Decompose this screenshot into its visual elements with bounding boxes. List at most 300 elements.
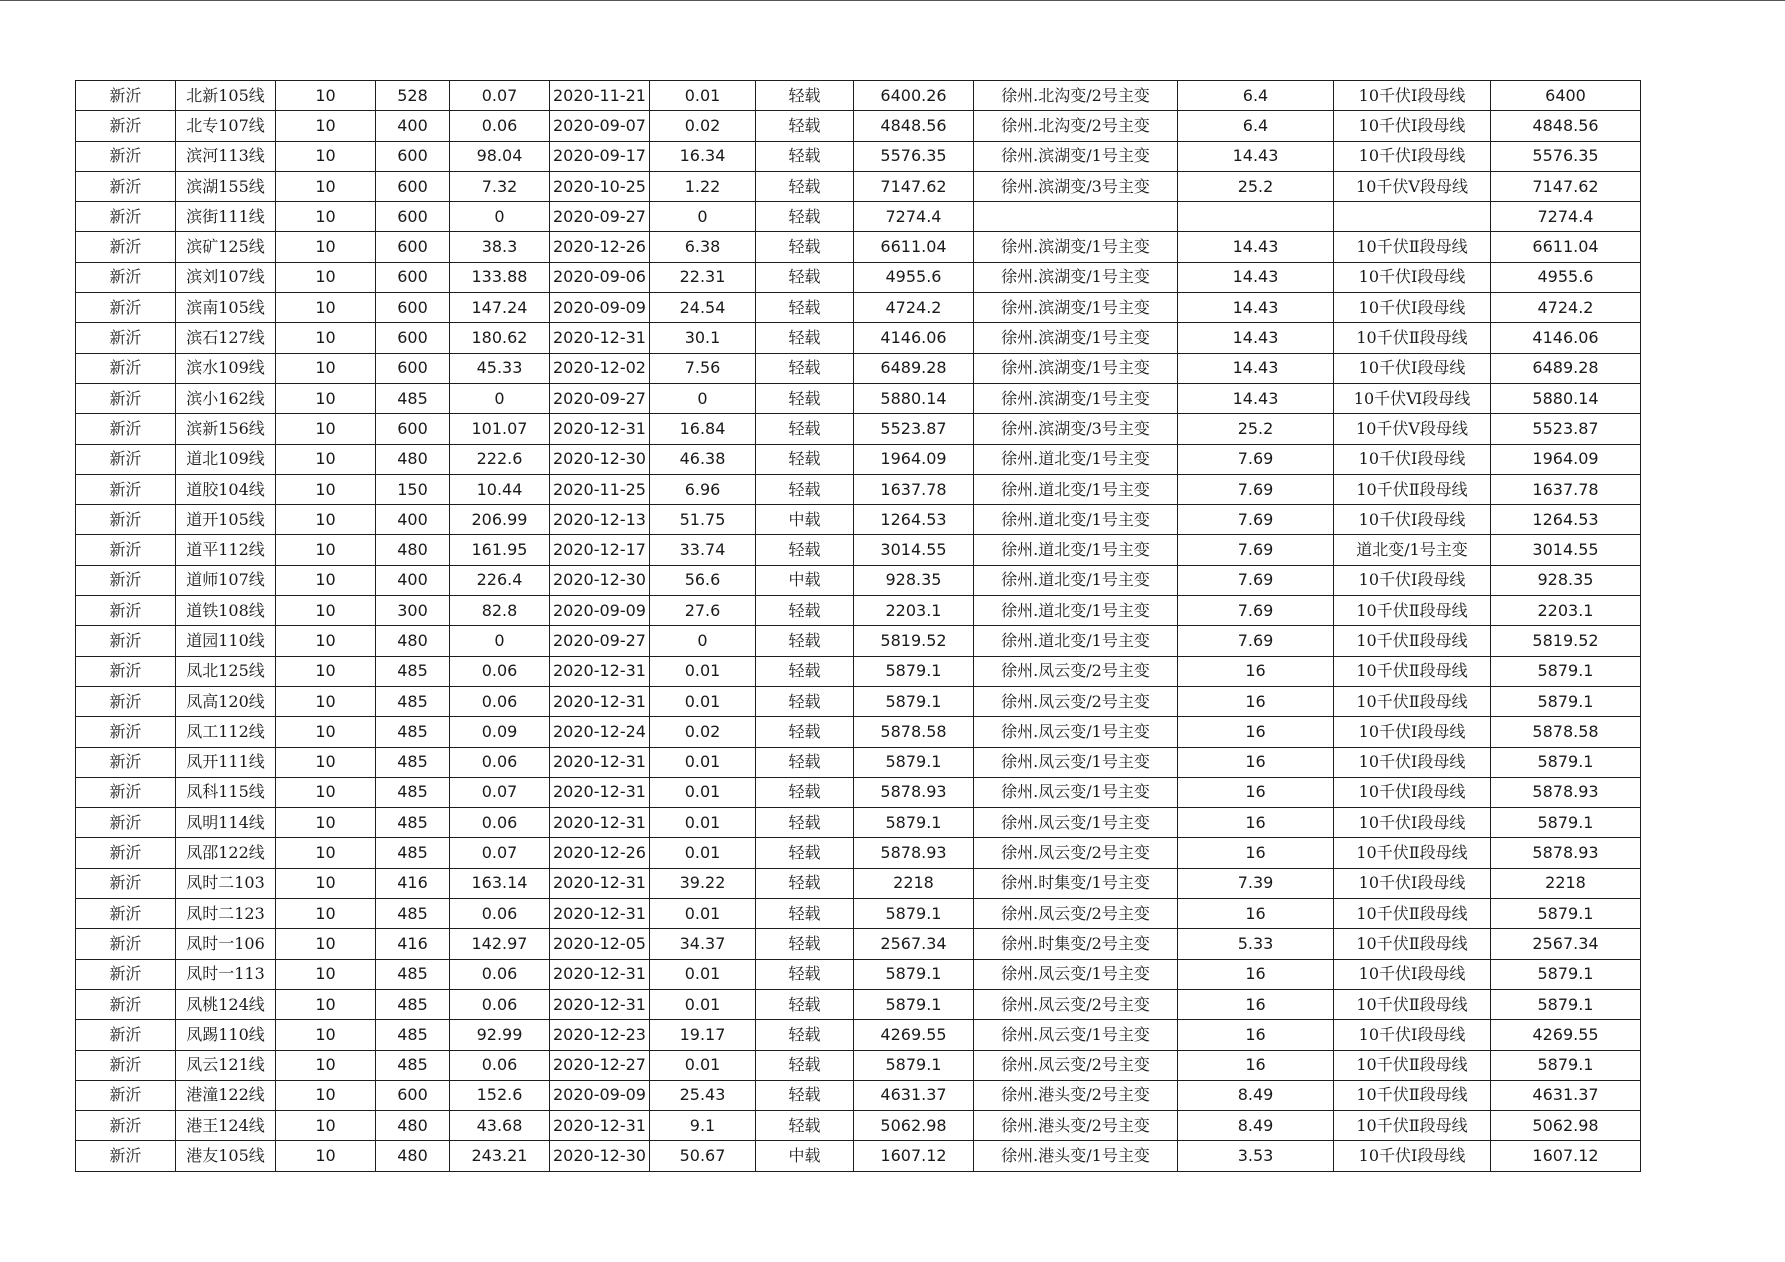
cell-transformer-rate: 5.33 (1178, 929, 1334, 959)
cell-date: 2020-12-31 (550, 959, 650, 989)
cell-date: 2020-09-27 (550, 383, 650, 413)
cell-remaining-capacity: 1637.78 (854, 474, 974, 504)
cell-substation-transformer: 徐州.滨湖变/3号主变 (974, 414, 1178, 444)
cell-capacity: 600 (376, 414, 450, 444)
cell-voltage: 10 (276, 232, 376, 262)
cell-bus-section (1334, 202, 1491, 232)
cell-district: 新沂 (76, 202, 176, 232)
cell-load-level: 轻载 (756, 141, 854, 171)
cell-substation-transformer: 徐州.凤云变/1号主变 (974, 747, 1178, 777)
cell-load-level: 轻载 (756, 111, 854, 141)
table-row (76, 353, 1641, 383)
table-row (76, 81, 1641, 111)
cell-available-capacity: 4269.55 (1491, 1020, 1641, 1050)
cell-load-level: 中载 (756, 565, 854, 595)
cell-remaining-capacity: 2567.34 (854, 929, 974, 959)
cell-load: 0.09 (450, 717, 550, 747)
cell-remaining-capacity: 7274.4 (854, 202, 974, 232)
cell-bus-section: 10千伏Ⅱ段母线 (1334, 626, 1491, 656)
cell-load: 0.07 (450, 81, 550, 111)
cell-date: 2020-12-31 (550, 808, 650, 838)
cell-load-rate: 0.02 (650, 111, 756, 141)
cell-date: 2020-12-31 (550, 777, 650, 807)
cell-substation-transformer: 徐州.道北变/1号主变 (974, 474, 1178, 504)
cell-capacity: 485 (376, 989, 450, 1019)
cell-remaining-capacity: 5523.87 (854, 414, 974, 444)
cell-voltage: 10 (276, 111, 376, 141)
cell-load-level: 轻载 (756, 383, 854, 413)
cell-date: 2020-12-31 (550, 989, 650, 1019)
cell-capacity: 485 (376, 959, 450, 989)
cell-substation-transformer: 徐州.道北变/1号主变 (974, 505, 1178, 535)
cell-remaining-capacity: 4631.37 (854, 1080, 974, 1110)
cell-line-name: 凤开111线 (176, 747, 276, 777)
cell-capacity: 600 (376, 141, 450, 171)
cell-bus-section: 10千伏Ⅱ段母线 (1334, 232, 1491, 262)
cell-voltage: 10 (276, 171, 376, 201)
cell-district: 新沂 (76, 535, 176, 565)
cell-bus-section: 10千伏Ⅱ段母线 (1334, 1111, 1491, 1141)
cell-bus-section: 10千伏Ⅰ段母线 (1334, 717, 1491, 747)
cell-district: 新沂 (76, 989, 176, 1019)
table-row (76, 808, 1641, 838)
cell-load: 0.06 (450, 989, 550, 1019)
cell-transformer-rate: 16 (1178, 777, 1334, 807)
cell-available-capacity: 4146.06 (1491, 323, 1641, 353)
cell-remaining-capacity: 928.35 (854, 565, 974, 595)
cell-substation-transformer: 徐州.滨湖变/1号主变 (974, 353, 1178, 383)
cell-line-name: 凤时一106 (176, 929, 276, 959)
cell-available-capacity: 2218 (1491, 868, 1641, 898)
cell-available-capacity: 5062.98 (1491, 1111, 1641, 1141)
cell-line-name: 滨小162线 (176, 383, 276, 413)
cell-load: 43.68 (450, 1111, 550, 1141)
cell-load: 161.95 (450, 535, 550, 565)
cell-substation-transformer: 徐州.凤云变/2号主变 (974, 1050, 1178, 1080)
cell-line-name: 凤科115线 (176, 777, 276, 807)
cell-capacity: 485 (376, 899, 450, 929)
cell-load-level: 轻载 (756, 1050, 854, 1080)
cell-transformer-rate: 25.2 (1178, 414, 1334, 444)
cell-district: 新沂 (76, 899, 176, 929)
cell-capacity: 485 (376, 717, 450, 747)
cell-transformer-rate: 7.69 (1178, 444, 1334, 474)
table-row (76, 596, 1641, 626)
cell-remaining-capacity: 4955.6 (854, 262, 974, 292)
cell-load-level: 轻载 (756, 414, 854, 444)
cell-load: 0.06 (450, 899, 550, 929)
cell-load-rate: 51.75 (650, 505, 756, 535)
cell-capacity: 416 (376, 929, 450, 959)
cell-load-level: 轻载 (756, 929, 854, 959)
cell-load-level: 轻载 (756, 777, 854, 807)
cell-line-name: 北新105线 (176, 81, 276, 111)
cell-transformer-rate: 16 (1178, 989, 1334, 1019)
cell-district: 新沂 (76, 1020, 176, 1050)
cell-voltage: 10 (276, 293, 376, 323)
cell-capacity: 528 (376, 81, 450, 111)
table-row (76, 535, 1641, 565)
cell-capacity: 600 (376, 1080, 450, 1110)
cell-capacity: 150 (376, 474, 450, 504)
cell-load-rate: 7.56 (650, 353, 756, 383)
cell-substation-transformer: 徐州.滨湖变/1号主变 (974, 232, 1178, 262)
cell-load-level: 轻载 (756, 262, 854, 292)
cell-transformer-rate: 16 (1178, 838, 1334, 868)
cell-voltage: 10 (276, 838, 376, 868)
cell-bus-section: 10千伏Ⅰ段母线 (1334, 111, 1491, 141)
cell-load-rate: 19.17 (650, 1020, 756, 1050)
cell-voltage: 10 (276, 656, 376, 686)
cell-line-name: 凤工112线 (176, 717, 276, 747)
cell-line-name: 道园110线 (176, 626, 276, 656)
cell-district: 新沂 (76, 565, 176, 595)
cell-load: 206.99 (450, 505, 550, 535)
cell-bus-section: 10千伏Ⅱ段母线 (1334, 929, 1491, 959)
cell-load: 180.62 (450, 323, 550, 353)
cell-substation-transformer: 徐州.港头变/2号主变 (974, 1080, 1178, 1110)
cell-bus-section: 10千伏Ⅴ段母线 (1334, 414, 1491, 444)
cell-transformer-rate: 7.69 (1178, 626, 1334, 656)
cell-load-rate: 0.02 (650, 717, 756, 747)
cell-available-capacity: 2203.1 (1491, 596, 1641, 626)
cell-line-name: 道铁108线 (176, 596, 276, 626)
cell-transformer-rate: 16 (1178, 747, 1334, 777)
cell-remaining-capacity: 5878.93 (854, 777, 974, 807)
cell-transformer-rate: 7.69 (1178, 535, 1334, 565)
cell-bus-section: 10千伏Ⅰ段母线 (1334, 959, 1491, 989)
cell-transformer-rate: 6.4 (1178, 111, 1334, 141)
cell-date: 2020-12-31 (550, 1111, 650, 1141)
cell-substation-transformer: 徐州.道北变/1号主变 (974, 596, 1178, 626)
cell-available-capacity: 6400 (1491, 81, 1641, 111)
cell-load-level: 轻载 (756, 293, 854, 323)
cell-remaining-capacity: 5879.1 (854, 656, 974, 686)
cell-load: 0.06 (450, 1050, 550, 1080)
table-row (76, 202, 1641, 232)
cell-district: 新沂 (76, 232, 176, 262)
cell-date: 2020-12-31 (550, 323, 650, 353)
cell-date: 2020-12-30 (550, 565, 650, 595)
cell-bus-section: 10千伏Ⅱ段母线 (1334, 686, 1491, 716)
cell-district: 新沂 (76, 1141, 176, 1171)
cell-voltage: 10 (276, 899, 376, 929)
table-row (76, 293, 1641, 323)
cell-remaining-capacity: 6611.04 (854, 232, 974, 262)
cell-transformer-rate: 8.49 (1178, 1111, 1334, 1141)
cell-substation-transformer: 徐州.道北变/1号主变 (974, 444, 1178, 474)
cell-line-name: 凤桃124线 (176, 989, 276, 1019)
cell-line-name: 道北109线 (176, 444, 276, 474)
cell-load: 0 (450, 202, 550, 232)
cell-load-rate: 0.01 (650, 808, 756, 838)
cell-load-level: 轻载 (756, 232, 854, 262)
cell-date: 2020-12-27 (550, 1050, 650, 1080)
table-row (76, 1050, 1641, 1080)
cell-transformer-rate: 14.43 (1178, 293, 1334, 323)
table-row (76, 383, 1641, 413)
cell-bus-section: 10千伏Ⅱ段母线 (1334, 1080, 1491, 1110)
cell-voltage: 10 (276, 989, 376, 1019)
cell-transformer-rate: 16 (1178, 1050, 1334, 1080)
cell-load: 45.33 (450, 353, 550, 383)
cell-date: 2020-11-21 (550, 81, 650, 111)
cell-substation-transformer: 徐州.凤云变/1号主变 (974, 808, 1178, 838)
cell-date: 2020-12-31 (550, 686, 650, 716)
cell-available-capacity: 5879.1 (1491, 747, 1641, 777)
cell-available-capacity: 5879.1 (1491, 1050, 1641, 1080)
cell-load: 0.06 (450, 808, 550, 838)
cell-load-level: 轻载 (756, 596, 854, 626)
cell-capacity: 480 (376, 1111, 450, 1141)
cell-remaining-capacity: 5576.35 (854, 141, 974, 171)
cell-transformer-rate: 14.43 (1178, 383, 1334, 413)
cell-available-capacity: 4631.37 (1491, 1080, 1641, 1110)
cell-date: 2020-12-26 (550, 232, 650, 262)
cell-load-level: 轻载 (756, 656, 854, 686)
cell-district: 新沂 (76, 141, 176, 171)
cell-load-rate: 0.01 (650, 656, 756, 686)
cell-district: 新沂 (76, 353, 176, 383)
cell-substation-transformer: 徐州.北沟变/2号主变 (974, 81, 1178, 111)
cell-remaining-capacity: 5879.1 (854, 808, 974, 838)
cell-voltage: 10 (276, 474, 376, 504)
cell-available-capacity: 5879.1 (1491, 959, 1641, 989)
table-row (76, 1111, 1641, 1141)
cell-line-name: 滨石127线 (176, 323, 276, 353)
cell-district: 新沂 (76, 383, 176, 413)
cell-load: 38.3 (450, 232, 550, 262)
cell-capacity: 480 (376, 444, 450, 474)
cell-district: 新沂 (76, 323, 176, 353)
cell-transformer-rate: 6.4 (1178, 81, 1334, 111)
cell-district: 新沂 (76, 959, 176, 989)
table-row (76, 686, 1641, 716)
cell-date: 2020-12-23 (550, 1020, 650, 1050)
cell-transformer-rate: 8.49 (1178, 1080, 1334, 1110)
cell-voltage: 10 (276, 868, 376, 898)
cell-substation-transformer: 徐州.时集变/1号主变 (974, 868, 1178, 898)
cell-load-level: 轻载 (756, 989, 854, 1019)
cell-line-name: 凤明114线 (176, 808, 276, 838)
cell-load-level: 轻载 (756, 959, 854, 989)
cell-date: 2020-12-31 (550, 414, 650, 444)
table-row (76, 747, 1641, 777)
cell-voltage: 10 (276, 262, 376, 292)
cell-load-rate: 6.96 (650, 474, 756, 504)
cell-load-level: 轻载 (756, 444, 854, 474)
table-row (76, 141, 1641, 171)
cell-transformer-rate: 14.43 (1178, 262, 1334, 292)
table-row (76, 444, 1641, 474)
cell-bus-section: 10千伏Ⅱ段母线 (1334, 989, 1491, 1019)
cell-load: 147.24 (450, 293, 550, 323)
cell-available-capacity: 5880.14 (1491, 383, 1641, 413)
cell-voltage: 10 (276, 747, 376, 777)
cell-voltage: 10 (276, 808, 376, 838)
cell-load-rate: 46.38 (650, 444, 756, 474)
cell-date: 2020-09-09 (550, 596, 650, 626)
cell-capacity: 600 (376, 262, 450, 292)
cell-substation-transformer: 徐州.凤云变/1号主变 (974, 1020, 1178, 1050)
cell-load-level: 中载 (756, 1141, 854, 1171)
cell-available-capacity: 4724.2 (1491, 293, 1641, 323)
cell-remaining-capacity: 5879.1 (854, 747, 974, 777)
cell-date: 2020-12-05 (550, 929, 650, 959)
cell-substation-transformer: 徐州.滨湖变/1号主变 (974, 262, 1178, 292)
cell-load-level: 轻载 (756, 868, 854, 898)
cell-line-name: 滨新156线 (176, 414, 276, 444)
cell-load-level: 轻载 (756, 1111, 854, 1141)
cell-load-rate: 0.01 (650, 838, 756, 868)
cell-date: 2020-12-30 (550, 1141, 650, 1171)
cell-capacity: 600 (376, 171, 450, 201)
cell-district: 新沂 (76, 444, 176, 474)
cell-transformer-rate: 16 (1178, 1020, 1334, 1050)
cell-substation-transformer: 徐州.滨湖变/1号主变 (974, 383, 1178, 413)
cell-remaining-capacity: 1264.53 (854, 505, 974, 535)
cell-capacity: 485 (376, 1020, 450, 1050)
cell-load-rate: 0 (650, 202, 756, 232)
cell-load-level: 轻载 (756, 808, 854, 838)
cell-bus-section: 10千伏Ⅱ段母线 (1334, 899, 1491, 929)
cell-date: 2020-12-24 (550, 717, 650, 747)
cell-substation-transformer: 徐州.滨湖变/3号主变 (974, 171, 1178, 201)
cell-available-capacity: 7147.62 (1491, 171, 1641, 201)
cell-line-name: 凤时一113 (176, 959, 276, 989)
cell-capacity: 600 (376, 353, 450, 383)
cell-remaining-capacity: 5878.93 (854, 838, 974, 868)
cell-district: 新沂 (76, 686, 176, 716)
cell-district: 新沂 (76, 929, 176, 959)
cell-line-name: 滨河113线 (176, 141, 276, 171)
cell-capacity: 485 (376, 747, 450, 777)
cell-capacity: 485 (376, 1050, 450, 1080)
cell-district: 新沂 (76, 747, 176, 777)
cell-voltage: 10 (276, 505, 376, 535)
cell-remaining-capacity: 6400.26 (854, 81, 974, 111)
cell-voltage: 10 (276, 414, 376, 444)
cell-bus-section: 10千伏Ⅱ段母线 (1334, 323, 1491, 353)
cell-voltage: 10 (276, 959, 376, 989)
cell-load: 10.44 (450, 474, 550, 504)
cell-bus-section: 10千伏Ⅰ段母线 (1334, 747, 1491, 777)
cell-voltage: 10 (276, 1141, 376, 1171)
cell-remaining-capacity: 4848.56 (854, 111, 974, 141)
cell-voltage: 10 (276, 929, 376, 959)
cell-load: 0 (450, 383, 550, 413)
table-row (76, 171, 1641, 201)
cell-load-rate: 56.6 (650, 565, 756, 595)
cell-available-capacity: 4848.56 (1491, 111, 1641, 141)
cell-load-level: 轻载 (756, 81, 854, 111)
cell-voltage: 10 (276, 383, 376, 413)
cell-load: 82.8 (450, 596, 550, 626)
cell-bus-section: 10千伏Ⅰ段母线 (1334, 565, 1491, 595)
cell-remaining-capacity: 5819.52 (854, 626, 974, 656)
cell-load-level: 轻载 (756, 323, 854, 353)
table-row (76, 232, 1641, 262)
cell-load-rate: 39.22 (650, 868, 756, 898)
cell-load-rate: 1.22 (650, 171, 756, 201)
cell-date: 2020-12-31 (550, 868, 650, 898)
cell-bus-section: 10千伏Ⅱ段母线 (1334, 656, 1491, 686)
table-row (76, 989, 1641, 1019)
cell-line-name: 港友105线 (176, 1141, 276, 1171)
cell-load: 0.07 (450, 838, 550, 868)
cell-bus-section: 10千伏Ⅵ段母线 (1334, 383, 1491, 413)
cell-remaining-capacity: 5879.1 (854, 686, 974, 716)
cell-line-name: 港王124线 (176, 1111, 276, 1141)
cell-remaining-capacity: 5879.1 (854, 989, 974, 1019)
cell-load-rate: 33.74 (650, 535, 756, 565)
cell-substation-transformer: 徐州.滨湖变/1号主变 (974, 293, 1178, 323)
cell-district: 新沂 (76, 505, 176, 535)
table-row (76, 262, 1641, 292)
cell-remaining-capacity: 1964.09 (854, 444, 974, 474)
cell-load-level: 轻载 (756, 353, 854, 383)
cell-remaining-capacity: 7147.62 (854, 171, 974, 201)
cell-available-capacity: 1264.53 (1491, 505, 1641, 535)
cell-load: 222.6 (450, 444, 550, 474)
cell-transformer-rate: 16 (1178, 899, 1334, 929)
cell-load: 226.4 (450, 565, 550, 595)
page-top-rule (0, 0, 1785, 1)
cell-bus-section: 10千伏Ⅰ段母线 (1334, 293, 1491, 323)
table-row (76, 959, 1641, 989)
cell-bus-section: 10千伏Ⅰ段母线 (1334, 262, 1491, 292)
cell-date: 2020-12-31 (550, 747, 650, 777)
cell-substation-transformer: 徐州.道北变/1号主变 (974, 565, 1178, 595)
cell-bus-section: 10千伏Ⅰ段母线 (1334, 1020, 1491, 1050)
cell-load-rate: 9.1 (650, 1111, 756, 1141)
cell-remaining-capacity: 4269.55 (854, 1020, 974, 1050)
cell-voltage: 10 (276, 323, 376, 353)
cell-voltage: 10 (276, 202, 376, 232)
cell-remaining-capacity: 5062.98 (854, 1111, 974, 1141)
cell-line-name: 滨水109线 (176, 353, 276, 383)
cell-capacity: 485 (376, 777, 450, 807)
cell-load-level: 轻载 (756, 717, 854, 747)
cell-date: 2020-12-31 (550, 656, 650, 686)
cell-line-name: 滨南105线 (176, 293, 276, 323)
table-row (76, 414, 1641, 444)
cell-voltage: 10 (276, 777, 376, 807)
cell-remaining-capacity: 5878.58 (854, 717, 974, 747)
cell-voltage: 10 (276, 565, 376, 595)
cell-voltage: 10 (276, 444, 376, 474)
cell-load-level: 轻载 (756, 171, 854, 201)
cell-substation-transformer: 徐州.时集变/2号主变 (974, 929, 1178, 959)
cell-substation-transformer: 徐州.凤云变/1号主变 (974, 959, 1178, 989)
cell-date: 2020-09-27 (550, 626, 650, 656)
table-body (76, 81, 1641, 1172)
cell-capacity: 300 (376, 596, 450, 626)
cell-transformer-rate: 16 (1178, 808, 1334, 838)
cell-bus-section: 10千伏Ⅱ段母线 (1334, 1050, 1491, 1080)
cell-line-name: 凤时二103 (176, 868, 276, 898)
cell-transformer-rate: 7.69 (1178, 565, 1334, 595)
cell-substation-transformer: 徐州.凤云变/2号主变 (974, 899, 1178, 929)
cell-capacity: 480 (376, 535, 450, 565)
cell-date: 2020-12-26 (550, 838, 650, 868)
cell-transformer-rate: 3.53 (1178, 1141, 1334, 1171)
cell-available-capacity: 3014.55 (1491, 535, 1641, 565)
cell-load: 142.97 (450, 929, 550, 959)
cell-voltage: 10 (276, 686, 376, 716)
cell-transformer-rate: 16 (1178, 959, 1334, 989)
cell-available-capacity: 5576.35 (1491, 141, 1641, 171)
